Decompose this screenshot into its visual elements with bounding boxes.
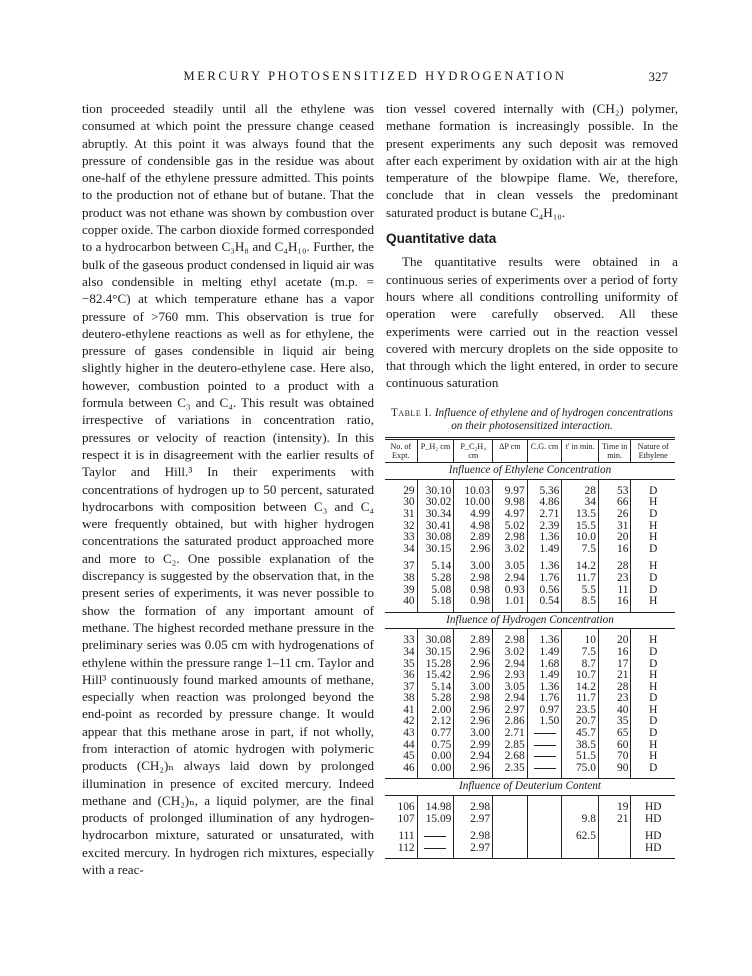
table-cell: H	[631, 521, 675, 533]
table-cell: 16	[598, 544, 631, 556]
table-cell: 3.00	[454, 728, 493, 740]
table-cell: 39	[403, 583, 415, 596]
table-cell: 1.50	[527, 716, 562, 728]
table-row	[385, 544, 675, 556]
dash-mark	[534, 756, 556, 757]
table-cell: 0.77	[417, 728, 454, 740]
table-cell: 21	[598, 670, 631, 682]
table-cell: 5.28	[417, 693, 454, 705]
table-cell: 1.36	[527, 561, 562, 573]
table-cell: 2.94	[493, 693, 528, 705]
table-cell: 1.68	[527, 659, 562, 671]
table-body	[385, 463, 675, 859]
table-cell: 0.00	[417, 763, 454, 775]
table-row	[385, 682, 675, 694]
table-cell: H	[631, 705, 675, 717]
table-row	[385, 705, 675, 717]
table-cell: 2.94	[493, 659, 528, 671]
table-cell: 34	[403, 645, 415, 658]
table-cell: 8.7	[562, 659, 599, 671]
table-cell: 0.54	[527, 596, 562, 608]
table-cell: 23	[598, 693, 631, 705]
dash-mark	[424, 836, 446, 837]
dash-mark	[534, 745, 556, 746]
table-cell: 2.96	[454, 659, 493, 671]
table-cell: D	[631, 544, 675, 556]
table-cell: 3.02	[493, 544, 528, 556]
table-cell: 10.0	[562, 532, 599, 544]
table-cell	[527, 831, 562, 843]
body-paragraph: tion vessel covered internally with (CH₂) polymer, methane formation is increasingly possible. In the present experiments any such deposit was removed after each experiment by oxidation with air at the high temperature of the blowpipe flame. We, therefore, conclude that in clean vessels the predominant saturated product is butane C₄H₁₀.	[386, 101, 678, 220]
table-cell: 2.97	[493, 705, 528, 717]
table-cell: 10.03	[454, 486, 493, 498]
table-cell: 2.86	[493, 716, 528, 728]
table-caption-lead: Table I.	[390, 406, 433, 419]
table-row	[385, 561, 675, 573]
table-cell: H	[631, 497, 675, 509]
table-cell: 20	[598, 532, 631, 544]
table-cell: 11	[598, 585, 631, 597]
table-cell: 20.7	[562, 716, 599, 728]
table-cell: 19	[598, 802, 631, 814]
table-cell	[493, 843, 528, 855]
table-cell: D	[631, 509, 675, 521]
table-subheading: Influence of Ethylene Concentration	[385, 463, 675, 480]
table-cell: H	[631, 670, 675, 682]
table-cell	[527, 740, 562, 752]
table-cell: H	[631, 740, 675, 752]
table-cell: 26	[598, 509, 631, 521]
dash-mark	[424, 848, 446, 849]
table-cell	[417, 843, 454, 855]
table-cell	[527, 814, 562, 826]
table-cell: 41	[403, 703, 415, 716]
table-row	[385, 693, 675, 705]
table-cell: 11.7	[562, 693, 599, 705]
table-cell: 14.98	[417, 802, 454, 814]
table-row	[385, 670, 675, 682]
table-cell: 2.12	[417, 716, 454, 728]
table-header-row	[385, 439, 675, 463]
table-row	[385, 728, 675, 740]
table-cell: 53	[598, 486, 631, 498]
table-cell: 13.5	[562, 509, 599, 521]
table-cell: H	[631, 532, 675, 544]
table-row	[385, 843, 675, 855]
table-cell: 0.00	[417, 751, 454, 763]
page-number: 327	[648, 69, 668, 84]
table-cell: 30.41	[417, 521, 454, 533]
col-header-nature: Nature of Ethylene	[631, 439, 675, 463]
table-cell: 5.28	[417, 573, 454, 585]
table-cell: 2.96	[454, 544, 493, 556]
table-cell: 15.28	[417, 659, 454, 671]
table-cell: 40	[598, 705, 631, 717]
table-cell: 2.96	[454, 647, 493, 659]
table-subheading-row	[385, 779, 675, 796]
table-row	[385, 763, 675, 775]
dash-mark	[534, 768, 556, 769]
table-cell: 28	[562, 486, 599, 498]
table-cell: 37	[403, 560, 415, 573]
col-header-ph2: P_H₂ cm	[417, 439, 454, 463]
table-cell: H	[631, 596, 675, 608]
table-cell: 2.93	[493, 670, 528, 682]
table-row	[385, 532, 675, 544]
table-cell: 5.18	[417, 596, 454, 608]
dash-mark	[534, 733, 556, 734]
table-cell: 90	[598, 763, 631, 775]
table-cell: 1.49	[527, 670, 562, 682]
table-cell: 60	[598, 740, 631, 752]
table-cell: D	[631, 728, 675, 740]
table-cell: 2.71	[493, 728, 528, 740]
table-cell: 8.5	[562, 596, 599, 608]
table-cell: H	[631, 561, 675, 573]
table-cell: 4.98	[454, 521, 493, 533]
table-cell: 23.5	[562, 705, 599, 717]
table-cell	[493, 814, 528, 826]
table-cell: 30.10	[417, 486, 454, 498]
table-cell: D	[631, 659, 675, 671]
table-cell: HD	[631, 843, 675, 855]
table-row	[385, 573, 675, 585]
table-cell: 20	[598, 635, 631, 647]
table-row	[385, 814, 675, 826]
table-cell: 0.75	[417, 740, 454, 752]
table-cell: 1.36	[527, 682, 562, 694]
table-cell: 34	[562, 497, 599, 509]
table-cell	[527, 763, 562, 775]
table-cell: 3.02	[493, 647, 528, 659]
table-cell: 4.97	[493, 509, 528, 521]
table-cell: 2.94	[493, 573, 528, 585]
table-subheading-row	[385, 463, 675, 480]
table-cell: 2.98	[454, 573, 493, 585]
table-cell: 30.15	[417, 544, 454, 556]
table-cell: 37	[403, 680, 415, 693]
table-cell: 1.01	[493, 596, 528, 608]
table-cell: 38	[403, 571, 415, 584]
section-heading: Quantitative data	[386, 231, 497, 247]
table-cell: 30.15	[417, 647, 454, 659]
table-cell: 1.36	[527, 635, 562, 647]
table-cell: D	[631, 573, 675, 585]
table-row	[385, 751, 675, 763]
table-cell: 44	[403, 738, 415, 751]
running-title: MERCURY PHOTOSENSITIZED HYDROGENATION	[183, 69, 567, 83]
table-caption	[386, 407, 678, 433]
table-cell: 15.5	[562, 521, 599, 533]
table-cell: 16	[598, 596, 631, 608]
table-cell	[493, 802, 528, 814]
table-cell: D	[631, 716, 675, 728]
body-paragraph: The quantitative results were obtained in a continuous series of experiments over a period of forty hours where all conditions controlling uniformity of operation were carefully observed. All these experiments were carried out in the reaction vessel covered with mercury droplets on the side opposite to that through which the light entered, in order to secure continuous saturation	[386, 254, 678, 391]
table-cell: 2.94	[454, 751, 493, 763]
table-cell: D	[631, 486, 675, 498]
table-cell: 38.5	[562, 740, 599, 752]
table-cell: 2.89	[454, 635, 493, 647]
table-cell: 45.7	[562, 728, 599, 740]
table-cell: 5.14	[417, 561, 454, 573]
table-cell: 43	[403, 727, 415, 740]
table-cell: 2.96	[454, 763, 493, 775]
table-cell: D	[631, 763, 675, 775]
table-cell	[598, 843, 631, 855]
table-cell: 2.97	[454, 814, 493, 826]
table-cell: H	[631, 682, 675, 694]
table-cell: 2.96	[454, 705, 493, 717]
table-cell: 3.00	[454, 682, 493, 694]
table-cell: 30.08	[417, 532, 454, 544]
table-cell	[493, 831, 528, 843]
table-cell: 11.7	[562, 573, 599, 585]
table-cell: 65	[598, 728, 631, 740]
table-row	[385, 740, 675, 752]
table-cell: D	[631, 585, 675, 597]
table-cell: 31	[403, 507, 415, 520]
table-cell: D	[631, 693, 675, 705]
table-cell	[417, 831, 454, 843]
table-cell: 35	[598, 716, 631, 728]
table-cell: 2.00	[417, 705, 454, 717]
table-cell: 32	[403, 519, 415, 532]
table-cell: 1.49	[527, 647, 562, 659]
table-row	[385, 509, 675, 521]
table-cell: 111	[398, 830, 415, 843]
table-subheading: Influence of Deuterium Content	[385, 779, 675, 796]
table-cell: 33	[403, 531, 415, 544]
table-subheading-row	[385, 612, 675, 629]
left-column	[82, 100, 374, 878]
table-cell: 23	[598, 573, 631, 585]
table-cell: 0.98	[454, 596, 493, 608]
table-cell: D	[631, 647, 675, 659]
table-row	[385, 802, 675, 814]
table-row	[385, 647, 675, 659]
table-cell: 28	[598, 561, 631, 573]
table-cell: 14.2	[562, 682, 599, 694]
col-header-pc2h4: P_C₂H₄ cm	[454, 439, 493, 463]
table-cell: 5.5	[562, 585, 599, 597]
table-row	[385, 716, 675, 728]
table-cell: H	[631, 635, 675, 647]
table-cell: 45	[403, 750, 415, 763]
table-cell: 2.98	[454, 693, 493, 705]
table-cell: 21	[598, 814, 631, 826]
table-cell: 30.08	[417, 635, 454, 647]
table-cell	[527, 802, 562, 814]
table-cell: 2.68	[493, 751, 528, 763]
table-cell: 2.96	[454, 670, 493, 682]
table-cell: HD	[631, 814, 675, 826]
table-cell: 0.93	[493, 585, 528, 597]
body-paragraph: tion proceeded steadily until all the ethylene was consumed at which point the pressure change ceased abruptly. At this point it was always found that the pressure of condensible gas in the residue was about one-half of the ethylene pressure admitted. This points to the production not of ethane but of butane. That the product was not ethane was shown by combustion over copper oxide. The carbon dioxide formed corresponded to a hydrocarbon between C₃H₈ and C₄H₁₀. Further, the bulk of the gaseous product condensed in liquid air was also condensible in melting ethyl acetate (m.p. = −82.4°C) at which temperature ethane has a vapor pressure of >760 mm. This observation is true for deutero-ethylene reactions as well as for ethylene, the pressure of gases condensible in liquid air being slightly higher in the deutero-ethylene case. Here also, however, combustion pointed to a product with a formula between C₃ and C₄. This result was obtained irrespective of variations in concentration ratio, pressures or velocity of reaction (intensity). In this respect it is in disagreement with the earlier results of Taylor and Hill.³ In their experiments with concentrations of hydrogen up to 50 percent, saturated hydrocarbons with composition between C₃ and C₄ were frequently obtained, but with higher hydrogen concentrations the saturated product approached more and more to C₂. One possible explanation of the discrepancy is suggested by the observation that, in the present series of experiments, it was never possible to show the formation of any important amount of methane. The highest recorded methane pressure in the preliminary series was 0.05 cm with hydrogenations of ethylene within the pressure range 1–11 cm. Taylor and Hill³ continuously found marked amounts of methane, especially when reaction was prolonged beyond the end-point as recorded by pressure change. It would appear that this methane arose in part, if not wholly, from interaction of atomic hydrogen with polymeric products (CH₂)ₙ always laid down by prolonged illumination in presence of excited mercury. Indeed methane and (CH₂)ₙ, a liquid polymer, are the final products of prolonged illumination of any hydrogen-hydrocarbon mixture, saturated or unsaturated, with excited mercury. In hydrogen rich mixtures, especially with a reac-	[82, 101, 374, 878]
table-cell: 7.5	[562, 647, 599, 659]
table-cell: 2.96	[454, 716, 493, 728]
table-cell: 2.98	[493, 532, 528, 544]
col-header-delta-p: ΔP cm	[493, 439, 528, 463]
table-cell: 42	[403, 715, 415, 728]
col-header-cg: C.G. cm	[527, 439, 562, 463]
table-cell	[598, 831, 631, 843]
table-cell: H	[631, 751, 675, 763]
table-cell: 51.5	[562, 751, 599, 763]
table-cell: 2.89	[454, 532, 493, 544]
table-cell: 4.86	[527, 497, 562, 509]
table-cell: 3.05	[493, 682, 528, 694]
table-cell	[527, 728, 562, 740]
table-cell: 2.97	[454, 843, 493, 855]
col-header-time: Time in min.	[598, 439, 631, 463]
table-cell: 5.36	[527, 486, 562, 498]
table-cell: 2.98	[454, 802, 493, 814]
table-cell: 2.39	[527, 521, 562, 533]
col-header-t-prime: t' in min.	[562, 439, 599, 463]
table-cell: 2.71	[527, 509, 562, 521]
table-cell: 36	[403, 669, 415, 682]
table-cell: 107	[397, 812, 415, 825]
table-cell: 5.02	[493, 521, 528, 533]
table-cell: 9.97	[493, 486, 528, 498]
table-row	[385, 596, 675, 608]
table-cell: 31	[598, 521, 631, 533]
table-cell: 0.98	[454, 585, 493, 597]
table-cell: 7.5	[562, 544, 599, 556]
table-row	[385, 585, 675, 597]
table-cell: 3.05	[493, 561, 528, 573]
table-cell: 10.7	[562, 670, 599, 682]
table-cell: 0.56	[527, 585, 562, 597]
table-cell: 14.2	[562, 561, 599, 573]
table-cell: 38	[403, 692, 415, 705]
table-cell: 4.99	[454, 509, 493, 521]
table-cell: 5.08	[417, 585, 454, 597]
table-cell: 2.98	[493, 635, 528, 647]
table-cell: 29	[403, 484, 415, 497]
table-cell: 34	[403, 542, 415, 555]
table-cell: 2.99	[454, 740, 493, 752]
table-cell: 2.98	[454, 831, 493, 843]
table-cell: 15.09	[417, 814, 454, 826]
table-cell: 62.5	[562, 831, 599, 843]
table-cell: 28	[598, 682, 631, 694]
table-cell: 66	[598, 497, 631, 509]
table-cell: 1.76	[527, 693, 562, 705]
table-caption-text: Influence of ethylene and of hydrogen concentrations on their photosensitized interaction.	[434, 406, 674, 432]
table-cell: 2.35	[493, 763, 528, 775]
col-header-expt: No. of Expt.	[385, 439, 417, 463]
table-cell: 46	[403, 761, 415, 774]
table-cell: 30	[403, 496, 415, 509]
table-cell: 17	[598, 659, 631, 671]
table-cell: 9.8	[562, 814, 599, 826]
table-cell: HD	[631, 831, 675, 843]
table-cell: 33	[403, 634, 415, 647]
table-cell: 2.85	[493, 740, 528, 752]
table-cell: 10	[562, 635, 599, 647]
table-cell: 1.36	[527, 532, 562, 544]
table-cell: 0.97	[527, 705, 562, 717]
table-cell: 15.42	[417, 670, 454, 682]
table-cell: 5.14	[417, 682, 454, 694]
table-cell: 75.0	[562, 763, 599, 775]
table-cell: 30.34	[417, 509, 454, 521]
table-cell: 106	[397, 801, 415, 814]
table-cell	[527, 843, 562, 855]
data-table	[385, 437, 675, 859]
table-cell	[562, 843, 599, 855]
table-cell: 3.00	[454, 561, 493, 573]
table-cell: 30.02	[417, 497, 454, 509]
table-cell: 40	[403, 595, 415, 608]
table-cell: 10.00	[454, 497, 493, 509]
table-cell: 35	[403, 657, 415, 670]
table-cell	[562, 802, 599, 814]
table-cell: HD	[631, 802, 675, 814]
table-row	[385, 831, 675, 843]
table-cell: 70	[598, 751, 631, 763]
table-cell: 16	[598, 647, 631, 659]
table-end-row	[385, 854, 675, 859]
table-cell: 112	[397, 841, 415, 854]
table-cell: 9.98	[493, 497, 528, 509]
table-cell: 1.76	[527, 573, 562, 585]
table-subheading: Influence of Hydrogen Concentration	[385, 612, 675, 629]
table-cell	[527, 751, 562, 763]
table-cell: 1.49	[527, 544, 562, 556]
right-column	[386, 100, 678, 433]
